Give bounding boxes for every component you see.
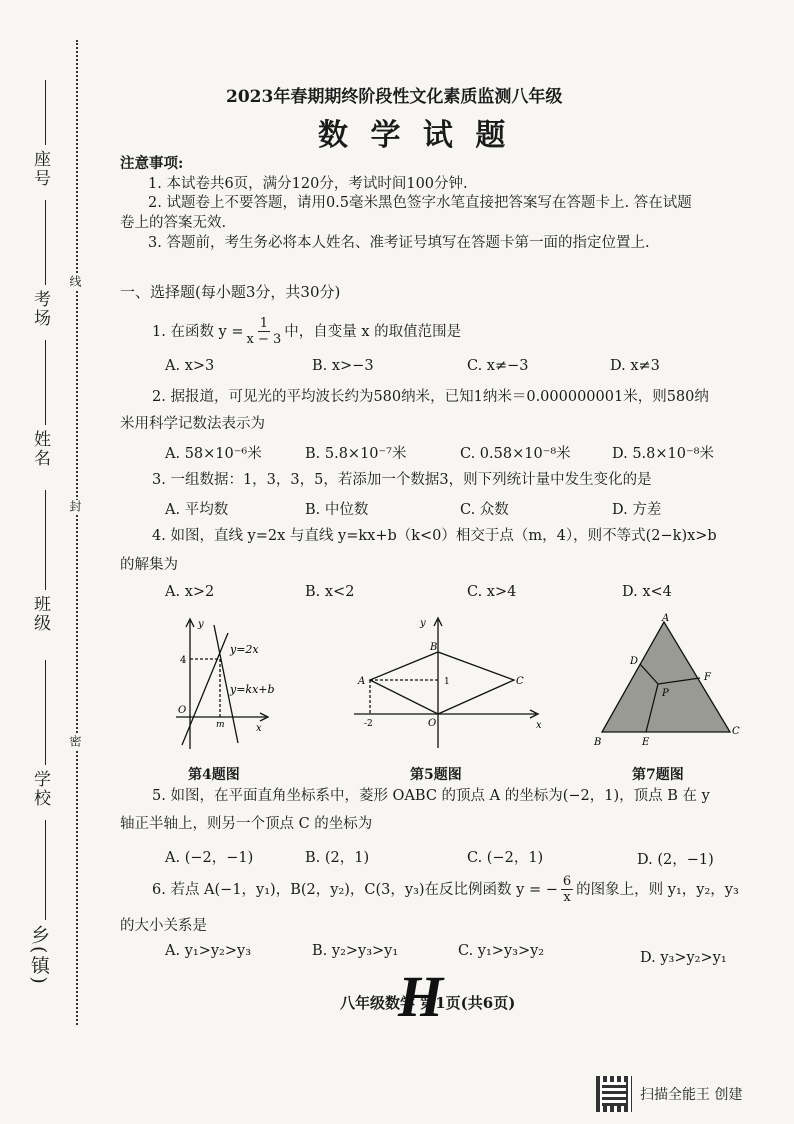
q3-option-b: B. 中位数 [305, 502, 369, 518]
notice-item-3: 3. 答题前，考生务必将本人姓名、准考证号填写在答题卡第一面的指定位置上. [148, 235, 650, 251]
name-underline [45, 340, 46, 425]
footer-page-number: 八年级数学 第1页(共6页) [340, 994, 516, 1012]
q5-option-a: A. (−2，−1) [165, 850, 254, 866]
q1-den: x − 3 [246, 332, 282, 347]
question-2-line2: 米用科学记数法表示为 [120, 416, 265, 432]
q4-option-b: B. x<2 [305, 584, 355, 600]
section-heading: 一、选择题(每小题3分，共30分) [120, 283, 341, 301]
q6-option-b: B. y₂>y₃>y₁ [312, 943, 399, 959]
exam-room-label: 考场 [30, 290, 50, 328]
q2-option-a: A. 58×10⁻⁶米 [165, 446, 262, 462]
figure-5 [350, 612, 550, 752]
q1-option-a: A. x>3 [165, 358, 215, 374]
q1-option-b: B. x>−3 [312, 358, 374, 374]
township-underline [45, 820, 46, 920]
fig5-origin-label: O [428, 718, 437, 729]
class-label: 班级 [30, 595, 50, 633]
q1-option-d: D. x≠3 [610, 358, 660, 374]
q6-pre: 6. 若点 A(−1，y₁)，B(2，y₂)，C(3，y₃)在反比例函数 y = − [152, 881, 558, 898]
fig7-point-d: D [630, 656, 639, 667]
fig5-tick-minus2: -2 [364, 719, 373, 729]
q6-fraction [561, 874, 573, 905]
q1-num: 1 [259, 316, 269, 331]
seat-label: 座号 [30, 150, 50, 188]
q2-option-c: C. 0.58×10⁻⁸米 [460, 446, 571, 462]
class-underline [45, 490, 46, 590]
figure-7-caption: 第7题图 [632, 767, 684, 783]
fig4-m-label: m [216, 720, 225, 730]
line-mark: 线 [68, 275, 82, 289]
notice-item-2b: 卷上的答案无效. [120, 215, 227, 231]
q1-option-c: C. x≠−3 [467, 358, 529, 374]
qr-code-icon [596, 1076, 632, 1112]
question-4-line1: 4. 如图，直线 y=2x 与直线 y=kx+b（k<0）相交于点（m，4），则不等式(2−k)x>b [152, 528, 717, 544]
question-4-line2: 的解集为 [120, 557, 178, 573]
question-2-line1: 2. 据报道，可见光的平均波长约为580纳米，已知1纳米＝0.000000001米，则580纳 [152, 389, 709, 405]
fig7-point-p: P [662, 688, 669, 699]
q3-option-c: C. 众数 [460, 502, 509, 518]
q6-post: 的图象上，则 y₁，y₂，y₃ [576, 881, 739, 898]
q6-option-c: C. y₁>y₃>y₂ [458, 943, 545, 959]
fig5-point-c: C [516, 676, 524, 687]
fig4-origin-label: O [178, 705, 187, 716]
fig5-y-label: y [420, 618, 426, 629]
q5-option-b: B. (2，1) [305, 850, 370, 866]
q3-option-a: A. 平均数 [165, 502, 229, 518]
fig7-point-e: E [642, 737, 650, 748]
fig4-line2-label: y=kx+b [230, 683, 275, 696]
fig5-x-label: x [536, 720, 542, 731]
question-3: 3. 一组数据：1，3，3，5，若添加一个数据3，则下列统计量中发生变化的是 [152, 472, 652, 488]
question-1 [152, 316, 461, 347]
fig7-point-a: A [662, 613, 670, 624]
question-6-line2: 的大小关系是 [120, 918, 207, 934]
q4-option-a: A. x>2 [165, 584, 215, 600]
figure-7 [592, 612, 742, 752]
fig5-tick-1: 1 [444, 677, 450, 687]
notice-item-2a: 2. 试题卷上不要答题，请用0.5毫米黑色签字水笔直接把答案写在答题卡上. 答在试题 [148, 195, 692, 211]
q6-den: x [563, 890, 571, 905]
school-label: 学校 [30, 770, 50, 808]
township-label: 乡(镇) [28, 925, 50, 986]
notice-title: 注意事项: [120, 155, 184, 172]
q1-post: 中，自变量 x 的取值范围是 [284, 323, 462, 340]
paper-h-mark: H [398, 964, 444, 1029]
seal-mark: 封 [68, 500, 82, 514]
fig4-line1-label: y=2x [230, 643, 259, 656]
q6-option-a: A. y₁>y₂>y₃ [165, 943, 252, 959]
fig7-point-b: B [594, 737, 602, 748]
question-6-line1 [152, 874, 739, 905]
fig5-point-b: B [430, 642, 438, 653]
q2-option-d: D. 5.8×10⁻⁸米 [612, 446, 714, 462]
secret-mark: 密 [68, 735, 82, 749]
notice-item-1: 1. 本试卷共6页，满分120分，考试时间100分钟. [148, 176, 468, 192]
q6-option-d: D. y₃>y₂>y₁ [640, 950, 727, 966]
fig5-rhombus [370, 652, 514, 714]
seat-underline [45, 80, 46, 145]
q1-fraction [247, 316, 282, 347]
fig5-point-a: A [358, 676, 366, 687]
figure-5-caption: 第5题图 [410, 767, 462, 783]
q3-option-d: D. 方差 [612, 502, 662, 518]
exam-room-underline [45, 200, 46, 285]
q5-option-c: C. (−2，1) [467, 850, 544, 866]
q1-pre: 1. 在函数 y = [152, 323, 244, 340]
q4-option-c: C. x>4 [467, 584, 517, 600]
figure-4-caption: 第4题图 [188, 767, 240, 783]
fig7-point-f: F [704, 672, 711, 683]
scanner-label: 扫描全能王 创建 [640, 1087, 743, 1103]
q6-num: 6 [562, 874, 572, 889]
subject-title: 数 学 试 题 [318, 118, 512, 153]
q4-option-d: D. x<4 [622, 584, 672, 600]
exam-title-line: 2023年春期期终阶段性文化素质监测八年级 [226, 87, 563, 107]
binding-dotted-line [76, 40, 78, 1025]
fig4-y-label: y [198, 619, 204, 630]
q2-option-b: B. 5.8×10⁻⁷米 [305, 446, 407, 462]
school-underline [45, 660, 46, 765]
name-label: 姓名 [30, 430, 50, 468]
question-5-line1: 5. 如图，在平面直角坐标系中，菱形 OABC 的顶点 A 的坐标为(−2，1)，顶点 B 在 y [152, 788, 710, 804]
question-5-line2: 轴正半轴上，则另一个顶点 C 的坐标为 [120, 816, 373, 832]
fig4-tick-4: 4 [180, 655, 187, 666]
figure-4 [168, 615, 278, 755]
q5-option-d: D. (2，−1) [637, 852, 714, 868]
fig7-point-c: C [732, 726, 740, 737]
fig4-x-label: x [256, 723, 262, 734]
